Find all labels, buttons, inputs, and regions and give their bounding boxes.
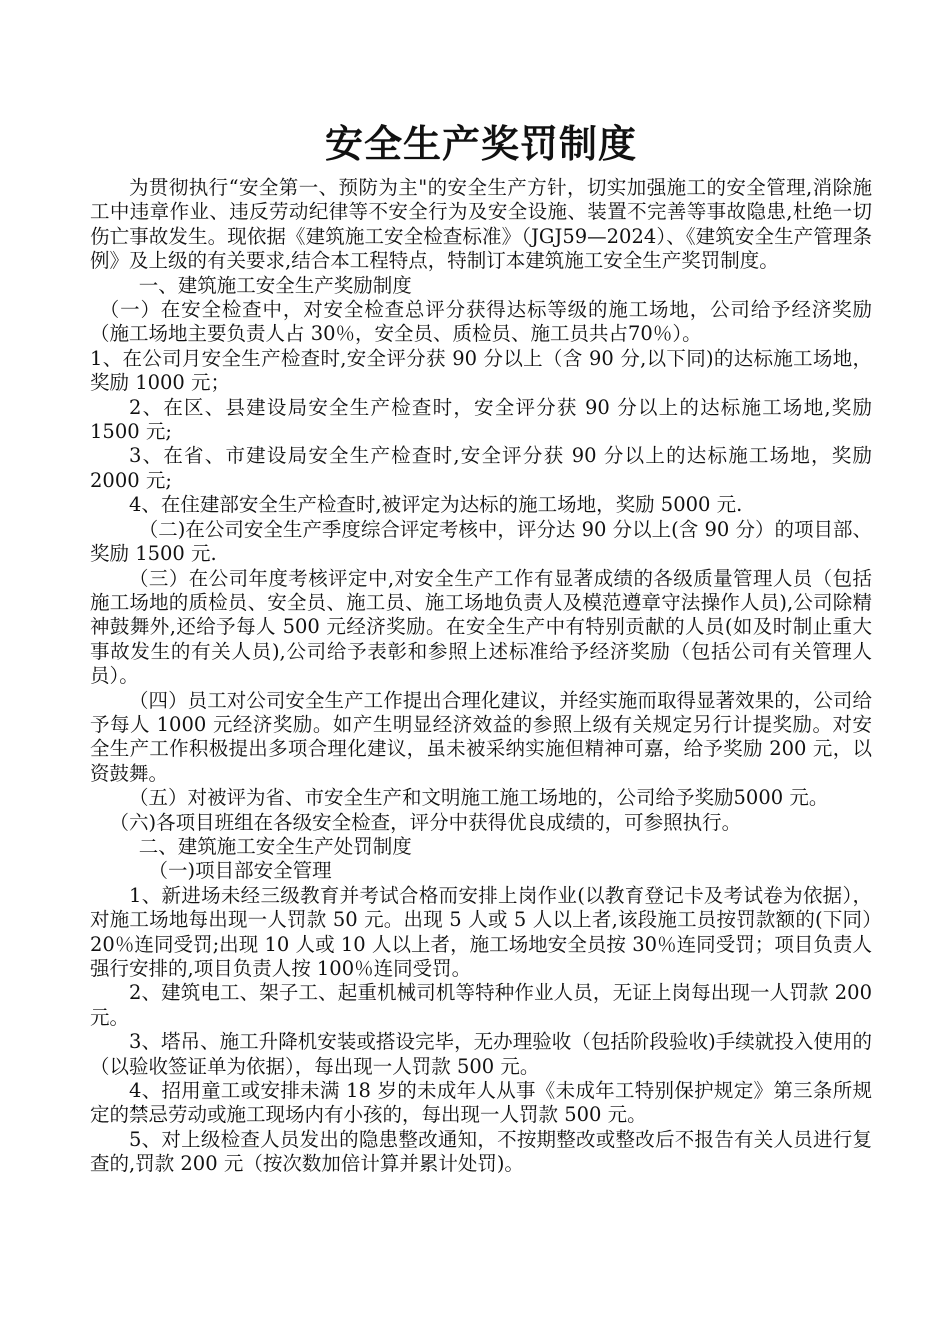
reward-subitem-2: 2、在区、县建设局安全生产检查时，安全评分获 90 分以上的达标施工场地,奖励 1500 元; — [90, 395, 872, 444]
reward-subitem-1: 1、在公司月安全生产检查时,安全评分获 90 分以上（含 90 分,以下同)的达标施工场地，奖励 1000 元； — [90, 346, 872, 395]
penalty-item-2: 2、建筑电工、架子工、起重机械司机等特种作业人员，无证上岗每出现一人罚款 200 元。 — [90, 981, 872, 1029]
reward-item-4: （四）员工对公司安全生产工作提出合理化建议，并经实施而取得显著效果的，公司给予每人 1000 元经济奖励。如产生明显经济效益的参照上级有关规定另行计提奖励。对安全生产工作积极提出多项合理化建议，虽未被采纳实施但精神可嘉，给予奖励 200 元，以资鼓舞。 — [90, 688, 872, 785]
penalty-item-1: 1、新进场未经三级教育并考试合格而安排上岗作业(以教育登记卡及考试卷为依据），对施工场地每出现一人罚款 50 元。出现 5 人或 5 人以上者,该段施工员按罚款额的(下同）20％连同受罚;出现 10 人或 10 人以上者，施工场地安全员按 30％连同受罚；项目负责人强行安排的,项目负责人按 100％连同受罚。 — [90, 883, 872, 980]
document-title: 安全生产奖罚制度 — [324, 121, 637, 166]
penalty-subsection-heading: （一)项目部安全管理 — [148, 859, 332, 883]
reward-item-2: （二)在公司安全生产季度综合评定考核中，评分达 90 分以上(含 90 分）的项目部、奖励 1500 元. — [90, 517, 872, 566]
reward-item-5: （五）对被评为省、市安全生产和文明施工施工场地的，公司给予奖励5000 元。 — [129, 786, 829, 810]
intro-paragraph: 为贯彻执行“安全第一、预防为主"的安全生产方针，切实加强施工的安全管理,消除施工中违章作业、违反劳动纪律等不安全行为及安全设施、装置不完善等事故隐患,杜绝一切伤亡事故发生。现依据《建筑施工安全检查标准》（JGJ59—2024）、《建筑安全生产管理条例》及上级的有关要求,结合本工程特点，特制订本建筑施工安全生产奖罚制度。 — [90, 176, 872, 273]
section-heading-penalties: 二、建筑施工安全生产处罚制度 — [138, 834, 412, 858]
reward-subitem-3: 3、在省、市建设局安全生产检查时,安全评分获 90 分以上的达标施工场地，奖励 2000 元; — [90, 444, 872, 492]
penalty-item-3: 3、塔吊、施工升降机安装或搭设完毕，无办理验收（包括阶段验收)手续就投入使用的（以验收签证单为依据），每出现一人罚款 500 元。 — [90, 1030, 872, 1078]
document-page — [90, 118, 872, 1177]
penalty-item-4: 4、招用童工或安排未满 18 岁的未成年人从事《未成年工特别保护规定》第三条所规定的禁忌劳动或施工现场内有小孩的，每出现一人罚款 500 元。 — [90, 1079, 872, 1127]
penalty-item-5: 5、对上级检查人员发出的隐患整改通知，不按期整改或整改后不报告有关人员进行复查的,罚款 200 元（按次数加倍计算并累计处罚)。 — [90, 1127, 872, 1176]
reward-item-1: （一）在安全检查中，对安全检查总评分获得达标等级的施工场地，公司给予经济奖励（施工场地主要负责人占 30％，安全员、质检员、施工员共占70％）。 — [90, 298, 872, 346]
reward-item-6: （六)各项目班组在各级安全检查，评分中获得优良成绩的，可参照执行。 — [109, 810, 742, 834]
reward-subitem-4: 4、在住建部安全生产检查时,被评定为达标的施工场地，奖励 5000 元. — [129, 493, 743, 517]
section-heading-rewards: 一、建筑施工安全生产奖励制度 — [138, 273, 412, 297]
reward-item-3: （三）在公司年度考核评定中,对安全生产工作有显著成绩的各级质量管理人员（包括施工场地的质检员、安全员、施工员、施工场地负责人及模范遵章守法操作人员),公司除精神鼓舞外,还给予每人 500 元经济奖励。在安全生产中有特别贡献的人员(如及时制止重大事故发生的有关人员),公司给予表彰和参照上述标准给予经济奖励（包括公司有关管理人员）。 — [90, 566, 872, 688]
